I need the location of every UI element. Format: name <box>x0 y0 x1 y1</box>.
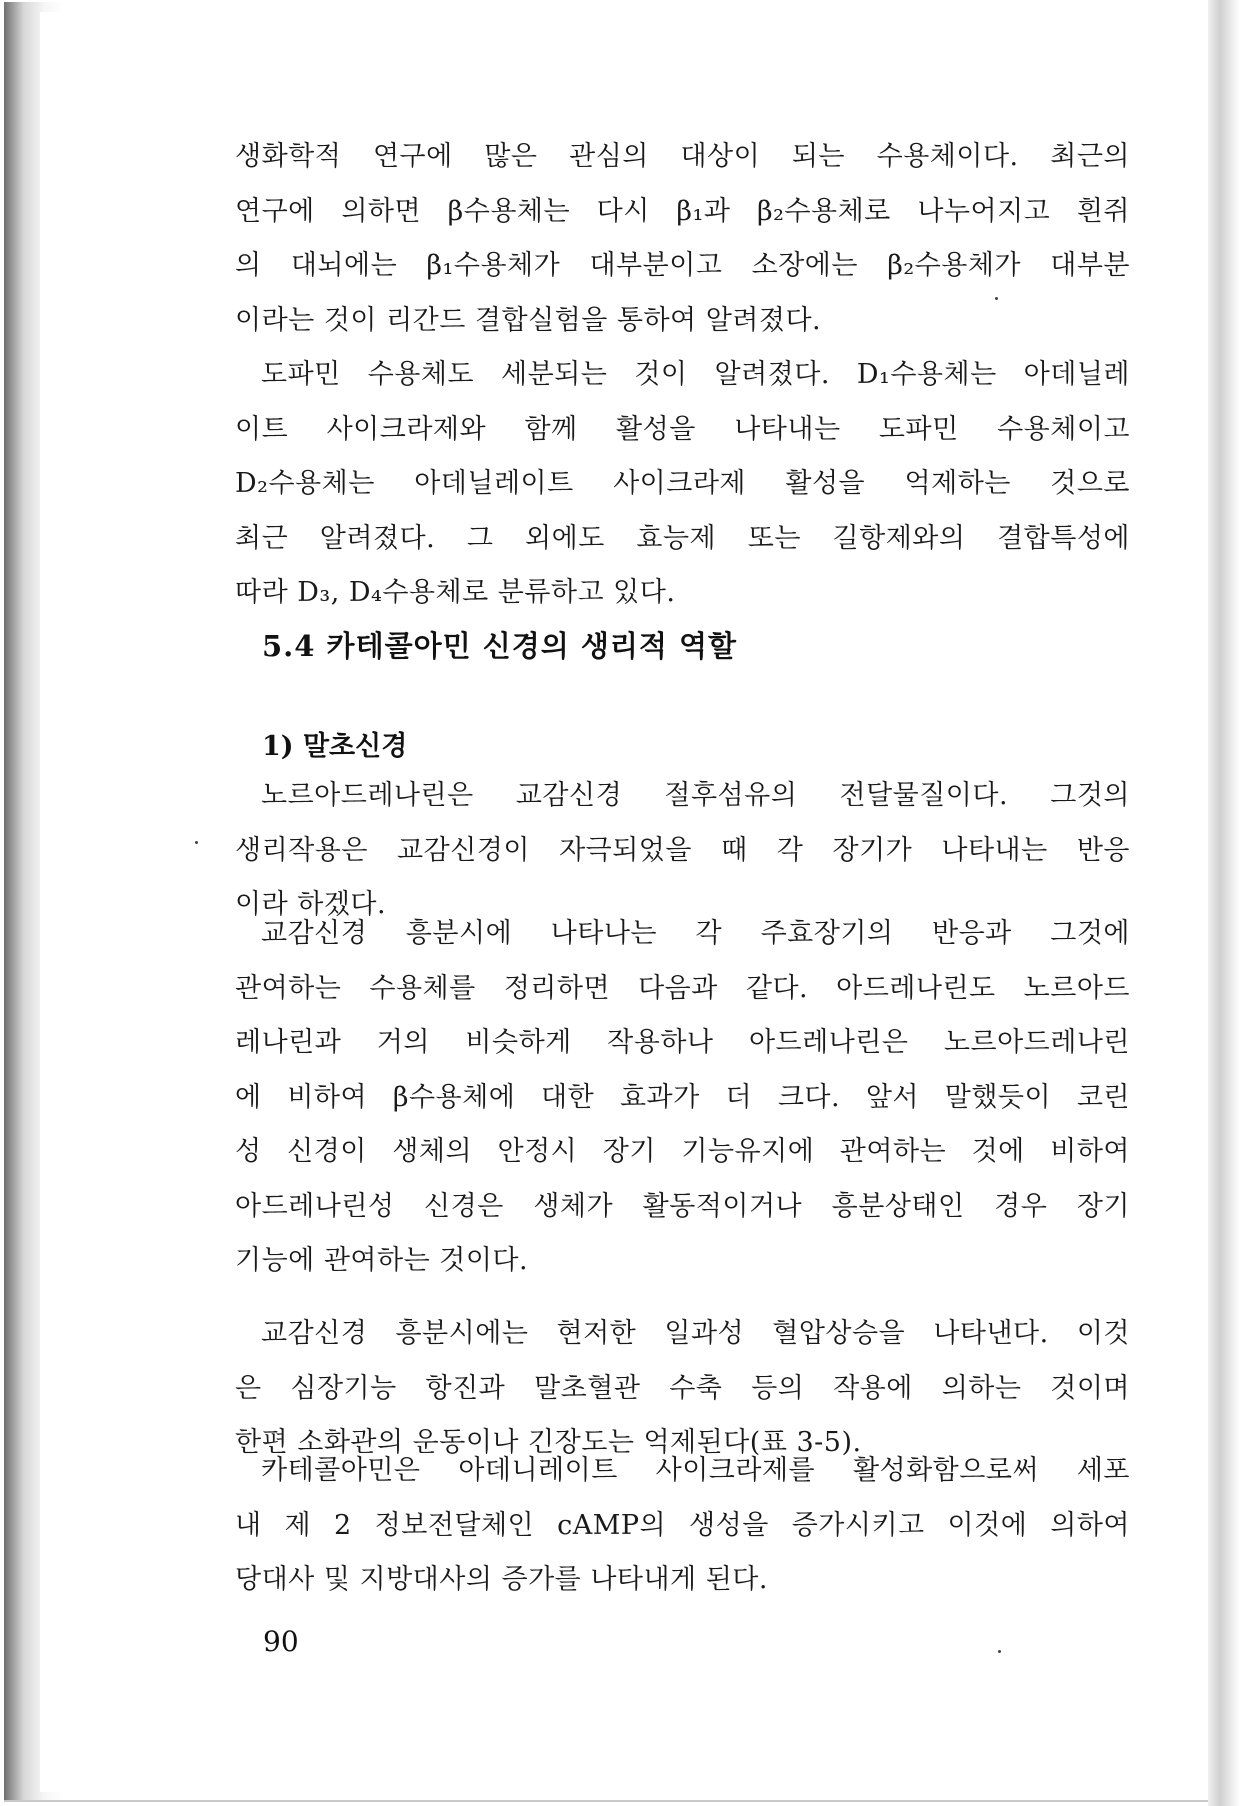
text-line: 당대사 및 지방대사의 증가를 나타내게 된다. <box>235 1564 768 1595</box>
text-line: 도파민 수용체도 세분되는 것이 알려졌다. D₁수용체는 아데닐레 <box>261 359 1130 390</box>
text-line: 성 신경이 생체의 안정시 장기 기능유지에 관여하는 것에 비하여 <box>235 1136 1130 1167</box>
text-line: 생리작용은 교감신경이 자극되었을 때 각 장기가 나타내는 반응 <box>235 834 1130 866</box>
text-line: 노르아드레나린은 교감신경 절후섬유의 전달물질이다. 그것의 <box>261 780 1130 811</box>
text-line: 이트 사이크라제와 함께 활성을 나타내는 도파민 수용체이고 <box>235 413 1130 445</box>
page-number: 90 <box>263 1625 299 1658</box>
text-line: 생화학적 연구에 많은 관심의 대상이 되는 수용체이다. 최근의 <box>235 141 1130 172</box>
text-line: 최근 알려졌다. 그 외에도 효능제 또는 길항제와의 결합특성에 <box>235 522 1130 554</box>
text-line: 따라 D₃, D₄수용체로 분류하고 있다. <box>235 577 676 608</box>
sub-heading: 1) 말초신경 <box>262 731 408 762</box>
text-line: 기능에 관여하는 것이다. <box>235 1245 529 1276</box>
text-line: 한편 소화관의 운동이나 긴장도는 억제된다(표 3-5). <box>235 1427 862 1458</box>
scan-speck <box>195 841 198 844</box>
paragraph-1 <box>235 130 1130 348</box>
page-right-edge <box>1208 0 1240 1806</box>
text-line: 이라 하겠다. <box>235 889 387 920</box>
text-line: 교감신경 흥분시에는 현저한 일과성 혈압상승을 나타낸다. 이것 <box>261 1318 1130 1349</box>
text-line: D₂수용체는 아데닐레이트 사이크라제 활성을 억제하는 것으로 <box>235 468 1130 499</box>
paragraph-6 <box>235 1444 1130 1608</box>
scan-speck <box>998 1650 1001 1653</box>
text-line: 에 비하여 β수용체에 대한 효과가 더 크다. 앞서 말했듯이 코린 <box>235 1081 1130 1113</box>
section-heading: 5.4 카테콜아민 신경의 생리적 역할 <box>262 629 738 663</box>
text-line: 아드레나린성 신경은 생체가 활동적이거나 흥분상태인 경우 장기 <box>235 1190 1130 1222</box>
text-line: 은 심장기능 항진과 말초혈관 수축 등의 작용에 의하는 것이며 <box>235 1372 1130 1404</box>
text-line: 카테콜아민은 아데니레이트 사이크라제를 활성화함으로써 세포 <box>261 1455 1130 1486</box>
scan-speck <box>995 297 998 300</box>
book-page <box>40 12 1208 1792</box>
text-line: 이라는 것이 리간드 결합실험을 통하여 알려졌다. <box>235 304 822 336</box>
text-line: 교감신경 흥분시에 나타나는 각 주효장기의 반응과 그것에 <box>261 918 1130 949</box>
text-line: 레나린과 거의 비슷하게 작용하나 아드레나린은 노르아드레나린 <box>235 1027 1130 1058</box>
paragraph-2 <box>235 348 1130 621</box>
text-line: 연구에 의하면 β수용체는 다시 β₁과 β₂수용체로 나누어지고 흰쥐 <box>235 195 1130 227</box>
text-line: 내 제 2 정보전달체인 cAMP의 생성을 증가시키고 이것에 의하여 <box>235 1509 1130 1541</box>
text-line: 관여하는 수용체를 정리하면 다음과 같다. 아드레나린도 노르아드 <box>235 972 1130 1004</box>
text-line: 의 대뇌에는 β₁수용체가 대부분이고 소장에는 β₂수용체가 대부분 <box>235 250 1130 281</box>
paragraph-4 <box>235 907 1130 1289</box>
